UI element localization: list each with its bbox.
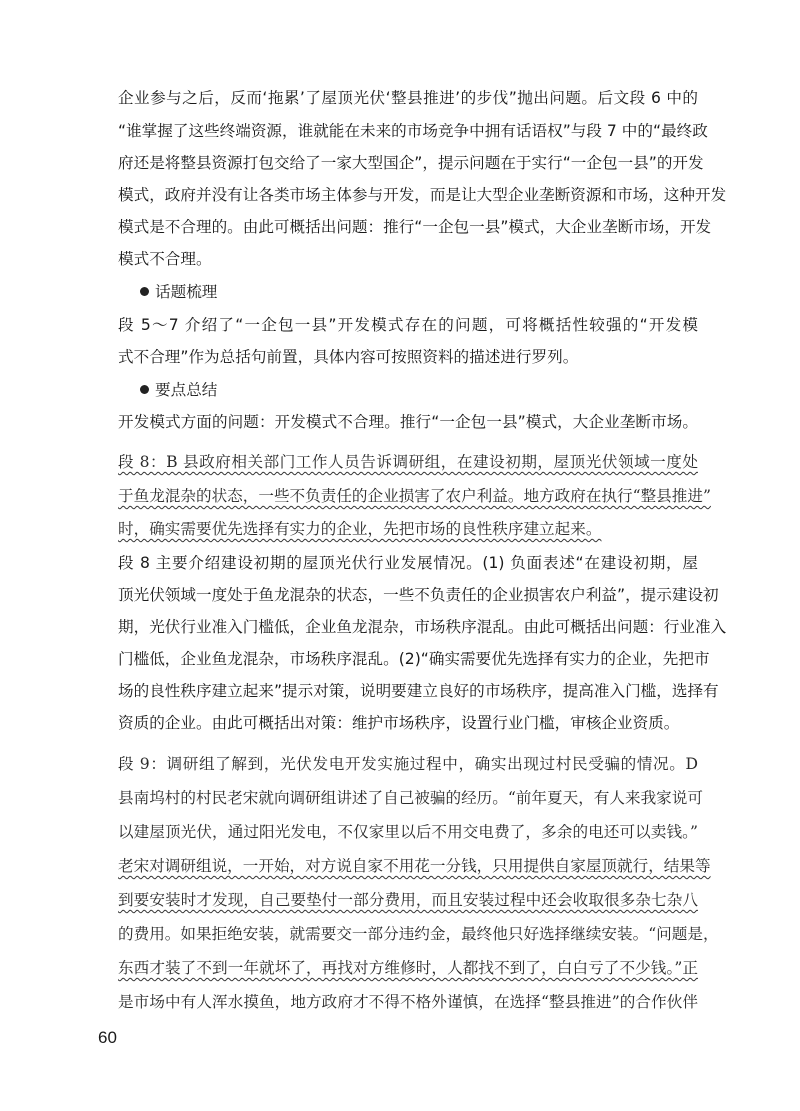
p4-line-1: 段 8：B 县政府相关部门工作人员告诉调研组，在建设初期，屋顶光伏领域一度处 (118, 453, 698, 471)
p6-line-6: 的费用。如果拒绝安装，就需要交一部分违约金，最终他只好选择继续安装。“问题是， (118, 925, 719, 943)
section-heading-topic (140, 280, 217, 304)
p2-line-2: 式不合理”作为总括句前置，具体内容可按照资料的描述进行罗列。 (118, 348, 579, 366)
p1-line-2: “谁掌握了这些终端资源，谁就能在未来的市场竞争中拥有话语权”与段 7 中的“最终政 (118, 122, 708, 140)
bullet-icon (140, 385, 149, 394)
p6-line-7: 东西才装了不到一年就坏了，再找对方维修时，人都找不到了，白白亏了不少钱。”正 (118, 959, 698, 977)
section-heading-summary (140, 378, 217, 402)
p2-line-1: 段 5～7 介绍了“一企包一县”开发模式存在的问题，可将概括性较强的“开发模 (118, 316, 698, 334)
p5-line-2: 顶光伏领域一度处于鱼龙混杂的状态，一些不负责任的企业损害农户利益”，提示建设初 (118, 586, 719, 604)
p5-line-6: 资质的企业。由此可概括出对策：维护市场秩序，设置行业门槛，审核企业资质。 (118, 714, 680, 732)
p1-line-6: 模式不合理。 (118, 250, 212, 268)
p6-line-2: 县南坞村的村民老宋就向调研组讲述了自己被骗的经历。“前年夏天，有人来我家说可 (118, 789, 703, 807)
p6-line-8: 是市场中有人浑水摸鱼，地方政府才不得不格外谨慎，在选择“整县推进”的合作伙伴 (118, 993, 698, 1011)
p6-line-3: 以建屋顶光伏，通过阳光发电，不仅家里以后不用交电费了，多余的电还可以卖钱。” (118, 823, 698, 841)
p1-line-4: 模式，政府并没有让各类市场主体参与开发，而是让大型企业垄断资源和市场，这种开发 (118, 186, 727, 204)
p4-line-3: 时，确实需要优先选择有实力的企业，先把市场的良性秩序建立起来。 (118, 520, 602, 538)
page-number: 60 (98, 1028, 117, 1047)
p3-line-1: 开发模式方面的问题：开发模式不合理。推行“一企包一县”模式，大企业垄断市场。 (118, 413, 698, 431)
p5-line-5: 场的良性秩序建立起来”提示对策，说明要建立良好的市场秩序，提高准入门槛，选择有 (118, 682, 719, 700)
p1-line-3: 府还是将整县资源打包交给了一家大型国企”，提示问题在于实行“一企包一县”的开发 (118, 154, 704, 172)
p1-line-5: 模式是不合理的。由此可概括出问题：推行“一企包一县”模式，大企业垄断市场，开发 (118, 218, 712, 236)
p1-line-1: 企业参与之后，反而‘拖累’了屋顶光伏‘整县推进’的步伐”抛出问题。后文段 6 中的 (118, 89, 698, 107)
heading-text: 话题梳理 (155, 283, 218, 301)
p5-line-1: 段 8 主要介绍建设初期的屋顶光伏行业发展情况。(1) 负面表述“在建设初期，屋 (118, 554, 698, 572)
bullet-icon (140, 287, 149, 296)
p4-line-2: 于鱼龙混杂的状态，一些不负责任的企业损害了农户利益。地方政府在执行“整县推进” (118, 487, 711, 505)
p6-line-1: 段 9：调研组了解到，光伏发电开发实施过程中，确实出现过村民受骗的情况。D (118, 755, 698, 773)
p6-line-4: 老宋对调研组说，一开始，对方说自家不用花一分钱，只用提供自家屋顶就行，结果等 (118, 857, 711, 875)
p5-line-4: 门槛低，企业鱼龙混杂，市场秩序混乱。(2)“确实需要优先选择有实力的企业，先把市 (118, 650, 710, 668)
p6-line-5: 到要安装时才发现，自己要垫付一部分费用，而且安装过程中还会收取很多杂七杂八 (118, 891, 698, 909)
p5-line-3: 期，光伏行业准入门槛低，企业鱼龙混杂，市场秩序混乱。由此可概括出问题：行业准入 (118, 618, 727, 636)
heading-text: 要点总结 (155, 381, 218, 399)
